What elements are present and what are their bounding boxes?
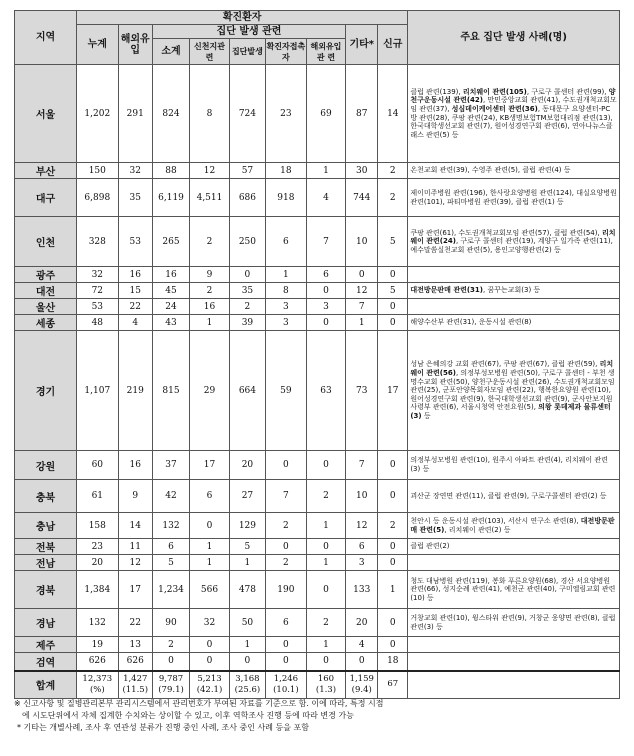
new-cell: 0 [378,315,408,331]
other-cell: 73 [346,331,378,451]
cluster-cell: 2 [229,299,265,315]
table-row [15,299,620,315]
header-confirmed: 확진환자 [76,11,407,25]
region-cell: 경남 [15,609,77,637]
new-cell: 0 [378,480,408,513]
shincheonji-cell: 1 [190,315,230,331]
main-cases-cell: 클럽 관련(139), 리치웨이 관련(105), 구로구 콜센터 관련(99), 양천구운동시설 관련(42), 만민중앙교회 관련(41), 수도권개척교회모임 관련(37), 성심데이케어센터 관련(36), 동대문구 요양센터-PC방 관련(28), 쿠팡 관련(24), KB생명보험TM보험대리점 관련(13), 한국대학생선교회 관련(7), 원어성경연구회 관련(6), 연아나뉴스클래스 관련(5) 등 [408,65,620,163]
total-cell: 60 [76,451,118,480]
confirmed-cases-table-container [14,10,620,699]
shincheonji-cell: 32 [190,609,230,637]
total-cell: 53 [76,299,118,315]
shincheonji-cell: 0 [190,513,230,539]
subtotal-cell: 88 [152,163,189,179]
overseas-related-cell: 6 [306,267,346,283]
other-cell: 87 [346,65,378,163]
overseas-related-cell: 0 [306,539,346,555]
total-subtotal: 9,787 (79.1) [152,671,189,699]
other-cell: 1 [346,315,378,331]
overseas-cell: 15 [118,283,152,299]
cluster-cell: 27 [229,480,265,513]
main-cases-cell: 해양수산부 관련(31), 운동시설 관련(8) [408,315,620,331]
overseas-cell: 17 [118,571,152,609]
total-shincheonji: 5,213 (42.1) [190,671,230,699]
overseas-related-cell: 7 [306,217,346,267]
other-cell: 30 [346,163,378,179]
cluster-cell: 129 [229,513,265,539]
subtotal-cell: 2 [152,637,189,653]
total-cell: 23 [76,539,118,555]
table-row [15,283,620,299]
total-cell: 19 [76,637,118,653]
subtotal-cell: 265 [152,217,189,267]
contact-cell: 2 [266,513,307,539]
subtotal-cell: 815 [152,331,189,451]
table-row [15,653,620,671]
contact-cell: 59 [266,331,307,451]
header-new: 신규 [378,25,408,65]
contact-cell: 0 [266,539,307,555]
region-cell: 전북 [15,539,77,555]
overseas-related-cell: 0 [306,283,346,299]
cluster-cell: 686 [229,179,265,217]
total-region: 합계 [15,671,77,699]
table-row [15,331,620,451]
table-row [15,513,620,539]
overseas-cell: 11 [118,539,152,555]
new-cell: 1 [378,571,408,609]
new-cell: 0 [378,267,408,283]
overseas-cell: 14 [118,513,152,539]
cluster-cell: 0 [229,653,265,671]
overseas-cell: 219 [118,331,152,451]
main-cases-cell: 거창교회 관련(10), 윙스타워 관련(9), 거창군 웅양면 관련(8), 클럽 관련(3) 등 [408,609,620,637]
other-cell: 0 [346,653,378,671]
shincheonji-cell: 8 [190,65,230,163]
region-cell: 인천 [15,217,77,267]
region-cell: 강원 [15,451,77,480]
other-cell: 3 [346,555,378,571]
new-cell: 2 [378,163,408,179]
total-other: 1,159 (9.4) [346,671,378,699]
footnote-line-1: ※ 신고사항 및 질병관리본부 관리시스템에서 관리번호가 부여된 자료를 기준으로 함. 이에 따라, 특정 시점 [14,699,384,708]
overseas-related-cell: 2 [306,480,346,513]
region-cell: 충북 [15,480,77,513]
total-cell: 61 [76,480,118,513]
new-cell: 0 [378,539,408,555]
new-cell: 0 [378,299,408,315]
shincheonji-cell: 2 [190,283,230,299]
shincheonji-cell: 4,511 [190,179,230,217]
confirmed-cases-table [14,10,620,699]
table-row [15,179,620,217]
other-cell: 0 [346,267,378,283]
other-cell: 744 [346,179,378,217]
table-row [15,609,620,637]
main-cases-cell: 온천교회 관련(39), 수영주 관련(5), 클럽 관련(4) 등 [408,163,620,179]
shincheonji-cell: 0 [190,653,230,671]
contact-cell: 0 [266,637,307,653]
overseas-related-cell: 3 [306,299,346,315]
main-cases-cell: 의정부성모병원 관련(10), 원주시 아파트 관련(4), 리치웨이 관련(3) 등 [408,451,620,480]
region-cell: 부산 [15,163,77,179]
cluster-cell: 1 [229,637,265,653]
main-cases-cell: 성남 은혜의강 교회 관련(67), 쿠팡 관련(67), 클럽 관련(59), 리치웨이 관련(56), 의정부성모병원 관련(50), 구로구 콜센터 - 부천 생명수교회 관련(50), 양천구운동시설 관련(26), 수도권개척교회모임 관련(25), 군포안양목회자모임 관련(22), 행복한요양원 관련(10), 원어성경연구회 관련(9), 한국대학생선교회 관련(9), 군사안보지원사령부 관련(6), 서울시청역 안전요원(5), 의왕 롯데제과 물류센터(3) 등 [408,331,620,451]
overseas-cell: 16 [118,451,152,480]
overseas-related-cell: 0 [306,653,346,671]
footnote-line-2: 에 시도단위에서 자체 집계한 수치와는 상이할 수 있고, 이후 역학조사 진행 등에 따라 변경 가능 [22,711,354,720]
total-cell: 626 [76,653,118,671]
contact-cell: 23 [266,65,307,163]
total-cell: 328 [76,217,118,267]
total-cell: 150 [76,163,118,179]
contact-cell: 7 [266,480,307,513]
table-body [15,65,620,671]
new-cell: 2 [378,513,408,539]
table-row [15,217,620,267]
shincheonji-cell: 29 [190,331,230,451]
total-cell: 1,202 [76,65,118,163]
table-row [15,637,620,653]
overseas-related-cell: 69 [306,65,346,163]
header-subtotal: 소계 [152,39,189,65]
total-cluster: 3,168 (25.6) [229,671,265,699]
subtotal-cell: 824 [152,65,189,163]
overseas-cell: 53 [118,217,152,267]
shincheonji-cell: 12 [190,163,230,179]
subtotal-cell: 24 [152,299,189,315]
other-cell: 12 [346,513,378,539]
other-cell: 20 [346,609,378,637]
table-row [15,315,620,331]
cluster-cell: 250 [229,217,265,267]
region-cell: 충남 [15,513,77,539]
overseas-cell: 4 [118,315,152,331]
main-cases-cell [408,299,620,315]
subtotal-cell: 16 [152,267,189,283]
total-cell: 72 [76,283,118,299]
contact-cell: 0 [266,451,307,480]
overseas-related-cell: 1 [306,163,346,179]
subtotal-cell: 0 [152,653,189,671]
other-cell: 133 [346,571,378,609]
header-other: 기타* [346,25,378,65]
new-cell: 18 [378,653,408,671]
overseas-cell: 16 [118,267,152,283]
cluster-cell: 1 [229,555,265,571]
total-contact: 1,246 (10.1) [266,671,307,699]
cluster-cell: 664 [229,331,265,451]
subtotal-cell: 132 [152,513,189,539]
shincheonji-cell: 0 [190,637,230,653]
total-cell: 1,107 [76,331,118,451]
shincheonji-cell: 1 [190,539,230,555]
region-cell: 세종 [15,315,77,331]
total-cell: 158 [76,513,118,539]
shincheonji-cell: 17 [190,451,230,480]
table-row [15,267,620,283]
region-cell: 광주 [15,267,77,283]
cluster-cell: 0 [229,267,265,283]
region-cell: 서울 [15,65,77,163]
overseas-cell: 13 [118,637,152,653]
overseas-cell: 32 [118,163,152,179]
shincheonji-cell: 6 [190,480,230,513]
overseas-related-cell: 1 [306,555,346,571]
contact-cell: 18 [266,163,307,179]
contact-cell: 918 [266,179,307,217]
subtotal-cell: 43 [152,315,189,331]
main-cases-cell [408,267,620,283]
other-cell: 6 [346,539,378,555]
table-row [15,451,620,480]
table-row [15,555,620,571]
main-cases-cell: 청도 대남병원 관련(119), 봉화 푸른요양원(68), 경산 서요양병원 관련(66), 성지순례 관련(41), 예천군 관련(40), 구미엘림교회 관련(10) 등 [408,571,620,609]
overseas-related-cell: 4 [306,179,346,217]
shincheonji-cell: 566 [190,571,230,609]
main-cases-cell: 대전방문판매 관련(31), 꿈꾸는교회(3) 등 [408,283,620,299]
main-cases-cell [408,653,620,671]
subtotal-cell: 42 [152,480,189,513]
main-cases-cell [408,637,620,653]
region-cell: 경북 [15,571,77,609]
region-cell: 전남 [15,555,77,571]
total-cell: 48 [76,315,118,331]
overseas-cell: 35 [118,179,152,217]
region-cell: 경기 [15,331,77,451]
other-cell: 4 [346,637,378,653]
new-cell: 2 [378,179,408,217]
header-main-cases: 주요 집단 발생 사례(명) [408,11,620,65]
cluster-cell: 57 [229,163,265,179]
footnotes [14,698,624,734]
overseas-related-cell: 63 [306,331,346,451]
shincheonji-cell: 16 [190,299,230,315]
total-cases-empty [408,671,620,699]
table-row [15,65,620,163]
overseas-related-cell: 1 [306,637,346,653]
header-contact: 확진자접촉자 [266,39,307,65]
total-cell: 1,384 [76,571,118,609]
other-cell: 10 [346,480,378,513]
table-row [15,539,620,555]
total-cell: 20 [76,555,118,571]
region-cell: 대구 [15,179,77,217]
main-cases-cell: 제이미주병원 관련(196), 한사랑요양병원 관련(124), 대실요양병원 관련(101), 파티마병원 관련(39), 클럽 관련(1) 등 [408,179,620,217]
header-region: 지역 [15,11,77,65]
table-row [15,571,620,609]
cluster-cell: 50 [229,609,265,637]
new-cell: 0 [378,555,408,571]
table-row [15,163,620,179]
header-cluster-related: 집단 발생 관련 [152,25,345,39]
overseas-cell: 9 [118,480,152,513]
overseas-cell: 12 [118,555,152,571]
overseas-related-cell: 0 [306,451,346,480]
main-cases-cell [408,555,620,571]
contact-cell: 190 [266,571,307,609]
cluster-cell: 724 [229,65,265,163]
cluster-cell: 5 [229,539,265,555]
new-cell: 5 [378,217,408,267]
subtotal-cell: 5 [152,555,189,571]
subtotal-cell: 6 [152,539,189,555]
contact-cell: 1 [266,267,307,283]
cluster-cell: 478 [229,571,265,609]
cluster-cell: 20 [229,451,265,480]
header-overseas: 해외유입 [118,25,152,65]
footnote-line-3: * 기타는 개별사례, 조사 후 연관성 분류가 진행 중인 사례, 조사 중인 사례 등을 포함 [17,723,309,732]
contact-cell: 0 [266,653,307,671]
new-cell: 17 [378,331,408,451]
shincheonji-cell: 2 [190,217,230,267]
total-new: 67 [378,671,408,699]
region-cell: 검역 [15,653,77,671]
overseas-cell: 22 [118,609,152,637]
overseas-related-cell: 2 [306,609,346,637]
table-row [15,480,620,513]
shincheonji-cell: 1 [190,555,230,571]
contact-cell: 2 [266,555,307,571]
cluster-cell: 39 [229,315,265,331]
total-total: 12,373 (%) [76,671,118,699]
overseas-cell: 291 [118,65,152,163]
total-cell: 6,898 [76,179,118,217]
main-cases-cell: 천안시 등 운동시설 관련(103), 서산시 연구소 관련(8), 대전방문판매 관련(5), 리치웨이 관련(2) 등 [408,513,620,539]
total-row [15,671,620,699]
overseas-related-cell: 1 [306,513,346,539]
total-overseas: 1,427 (11.5) [118,671,152,699]
subtotal-cell: 1,234 [152,571,189,609]
subtotal-cell: 37 [152,451,189,480]
cluster-cell: 35 [229,283,265,299]
contact-cell: 8 [266,283,307,299]
contact-cell: 3 [266,299,307,315]
main-cases-cell: 클럽 관련(2) [408,539,620,555]
region-cell: 제주 [15,637,77,653]
new-cell: 5 [378,283,408,299]
contact-cell: 3 [266,315,307,331]
header-cluster-outbreak: 집단발생 [229,39,265,65]
contact-cell: 6 [266,217,307,267]
new-cell: 0 [378,451,408,480]
main-cases-cell: 쿠팡 관련(61), 수도권개척교회모임 관련(57), 클럽 관련(54), 리치웨이 관련(24), 구로구 콜센터 관련(19), 계양구 일가족 관련(11), 예수말씀실천교회 관련(5), 용인고양행관련(2) 등 [408,217,620,267]
total-overseas-related: 160 (1.3) [306,671,346,699]
new-cell: 14 [378,65,408,163]
region-cell: 울산 [15,299,77,315]
new-cell: 0 [378,609,408,637]
subtotal-cell: 6,119 [152,179,189,217]
overseas-cell: 626 [118,653,152,671]
other-cell: 7 [346,451,378,480]
header-overseas-related: 해외유입관 련 [306,39,346,65]
subtotal-cell: 45 [152,283,189,299]
other-cell: 12 [346,283,378,299]
overseas-related-cell: 0 [306,315,346,331]
overseas-cell: 22 [118,299,152,315]
other-cell: 10 [346,217,378,267]
main-cases-cell: 괴산군 장연면 관련(11), 클럽 관련(9), 구로구콜센터 관련(2) 등 [408,480,620,513]
total-cell: 32 [76,267,118,283]
new-cell: 0 [378,637,408,653]
shincheonji-cell: 9 [190,267,230,283]
header-total: 누계 [76,25,118,65]
contact-cell: 6 [266,609,307,637]
overseas-related-cell: 0 [306,571,346,609]
total-cell: 132 [76,609,118,637]
region-cell: 대전 [15,283,77,299]
other-cell: 7 [346,299,378,315]
header-shincheonji: 신천지관 련 [190,39,230,65]
subtotal-cell: 90 [152,609,189,637]
